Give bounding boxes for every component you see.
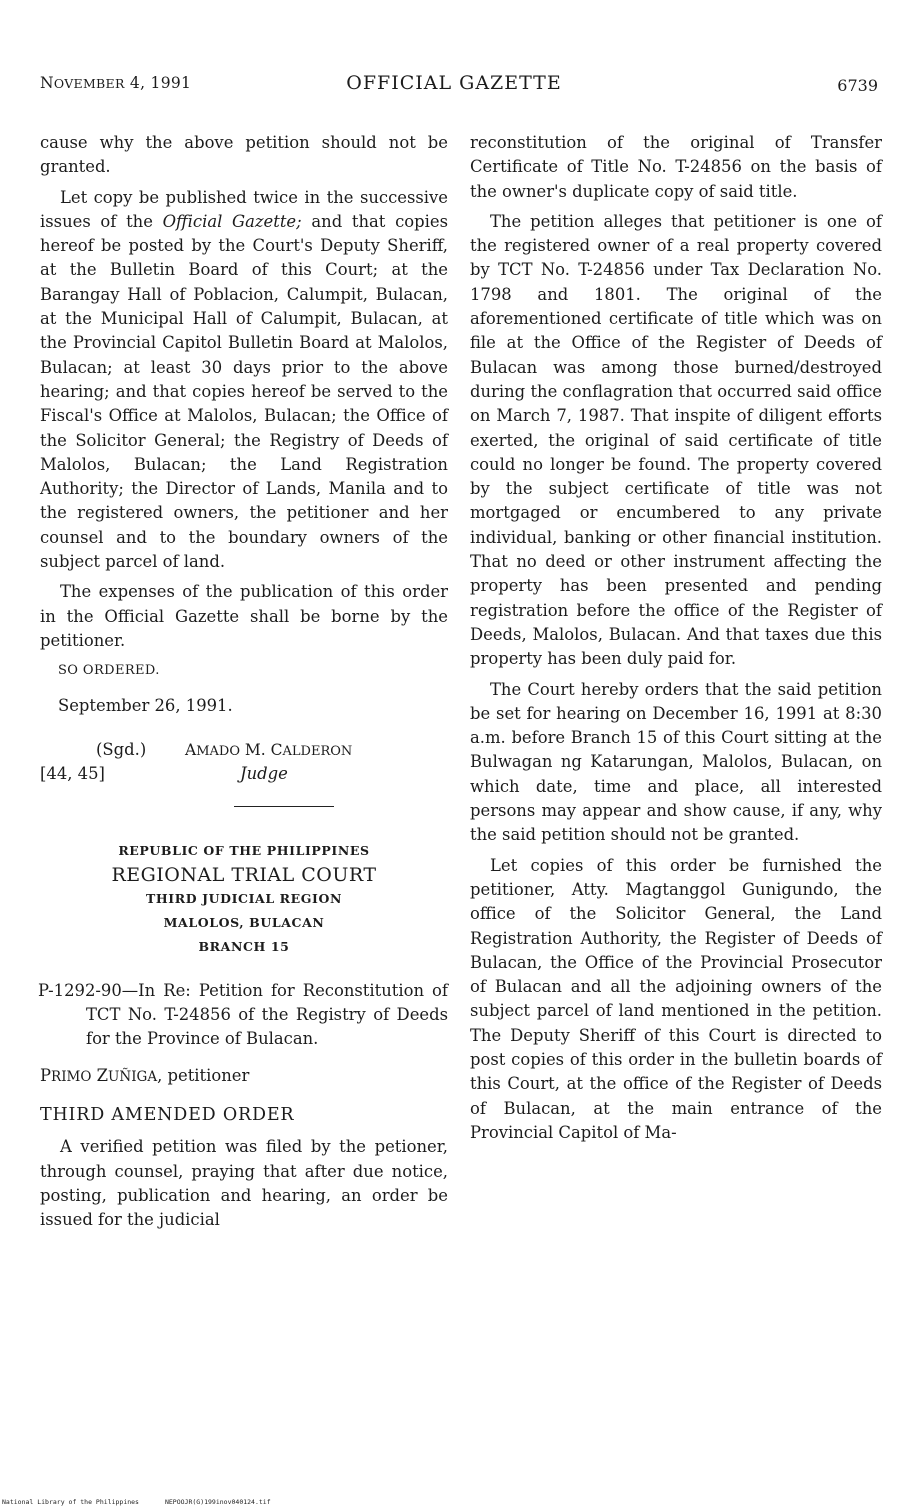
court-heading: [40, 839, 448, 959]
court-region: THIRD JUDICIAL REGION: [145, 890, 343, 906]
judge-name: AMADO M. CALDERON: [185, 740, 353, 759]
petitioner-line: PRIMO ZUÑIGA, petitioner: [40, 1065, 250, 1085]
section-divider: [234, 806, 334, 807]
court-branch: BRANCH 15: [198, 938, 290, 954]
signed-mark: (Sgd.): [96, 739, 147, 759]
publication-title: OFFICIAL GAZETTE: [346, 72, 562, 94]
paragraph: The expenses of the publication of this order in the Official Gazette shall be borne by the petitioner.: [40, 582, 448, 650]
paragraph: Let copies of this order be furnished the petitioner, Atty. Magtanggol Gunigundo, the office of the Solicitor General, the Land Registration Authority, the Register of Deeds of Bulacan, the Office of the Provincial Prosecutor of Bulacan and all the adjoining owners of the subject parcel of land mentioned in the petition. The Deputy Sheriff of this Court is directed to post copies of this order in the bulletin boards of this Court, at the office of the Register of Deeds of Bulacan, at the main entrance of the Provincial Capitol of Ma-: [470, 855, 882, 1142]
judge-role: Judge: [240, 763, 288, 783]
right-column: [470, 131, 882, 1151]
scan-footer: [2, 1498, 297, 1506]
paragraph: cause why the above petition should not be granted.: [40, 133, 448, 177]
footer-library: National Library of the Philippines: [2, 1498, 139, 1506]
order-title: THIRD AMENDED ORDER: [40, 1105, 295, 1126]
case-title: P-1292-90—In Re: Petition for Reconstitution of TCT No. T-24856 of the Registry of Deeds for the Province of Bulacan.: [38, 980, 448, 1049]
reference-number: [44, 45]: [40, 763, 105, 783]
court-republic: REPUBLIC OF THE PHILIPPINES: [118, 842, 370, 858]
paragraph: The petition alleges that petitioner is one of the registered owner of a real property covered by TCT No. T-24856 under Tax Declaration No. 1798 and 1801. The original of the aforementioned certificate of title which was on file at the Office of the Register of Deeds of Bulacan was among those burned/destroyed during the conflagration that occurred said office on March 7, 1987. That inspite of diligent efforts exerted, the original of said certificate of title could no longer be found. The property covered by the subject certificate of title was not mortgaged or encumbered to any private individual, banking or other financial institution. That no deed or other instrument affecting the property has been presented and pending registration before the office of the Register of Deeds, Malolos, Bulacan. And that taxes due this property has been duly paid for.: [470, 211, 882, 669]
order-date: September 26, 1991.: [58, 695, 233, 715]
paragraph: The Court hereby orders that the said petition be set for hearing on December 16, 1991 at 8:30 a.m. before Branch 15 of this Court sitting at the Bulwagan ng Katarungan, Malolos, Bulacan, on which date, time and place, all interested persons may appear and show cause, if any, why the said petition should not be granted.: [470, 679, 882, 845]
so-ordered: SO ORDERED.: [58, 663, 160, 679]
footer-file: NEPOOJR(G)199inov040124.tif: [164, 1498, 271, 1506]
page-number: 6739: [837, 76, 878, 95]
page-header: [0, 72, 908, 102]
paragraph: A verified petition was filed by the petioner, through counsel, praying that after due notice, posting, publication and hearing, an order be issued for the judicial: [40, 1137, 448, 1230]
paragraph: Let copy be published twice in the successive issues of the Official Gazette; and that copies hereof be posted by the Court's Deputy Sheriff, at the Bulletin Board of this Court; at the Barangay Hall of Poblacion, Calumpit, Bulacan, at the Municipal Hall of Calumpit, Bulacan, at the Provincial Capitol Bulletin Board at Malolos, Bulacan; at least 30 days prior to the above hearing; and that copies hereof be served to the Fiscal's Office at Malolos, Bulacan; the Office of the Solicitor General; the Registry of Deeds of Malolos, Bulacan; the Land Registration Authority; the Director of Lands, Manila and to the registered owners, the petitioner and her counsel and to the boundary owners of the subject parcel of land.: [40, 187, 448, 572]
paragraph: reconstitution of the original of Transfer Certificate of Title No. T-24856 on the basis of the owner's duplicate copy of said title.: [470, 133, 882, 201]
court-name: REGIONAL TRIAL COURT: [111, 863, 377, 886]
left-column: [40, 131, 448, 1239]
court-location: MALOLOS, BULACAN: [163, 914, 325, 930]
signature-block: [40, 732, 448, 792]
issue-date: NOVEMBER 4, 1991: [40, 74, 192, 92]
